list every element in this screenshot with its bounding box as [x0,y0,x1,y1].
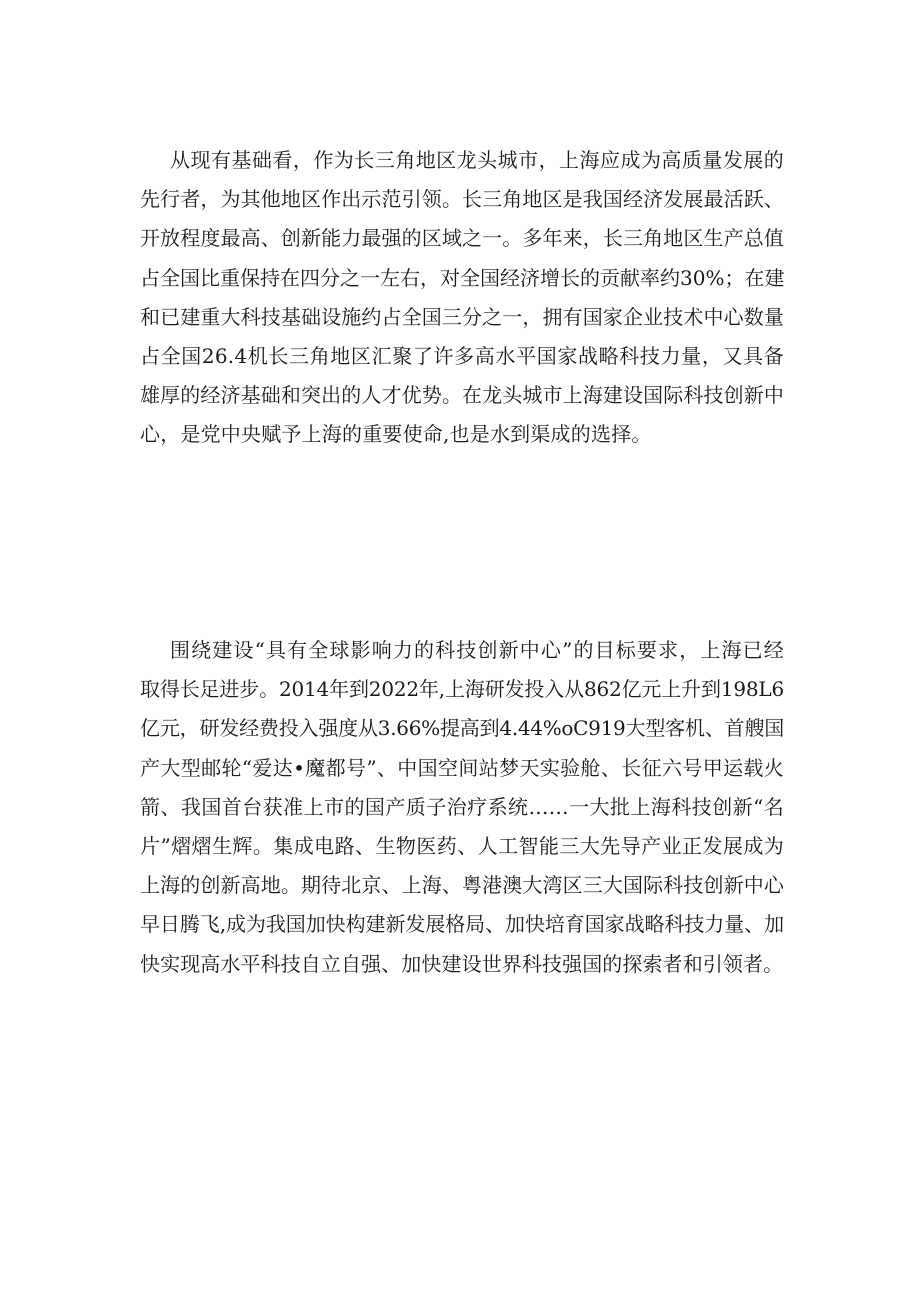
paragraph-2-line-4: 产大型邮轮“爱达•魔都号”、中国空间站梦天实验舱、长征六号甲运载火 [140,755,784,780]
paragraph-2-line-6: 片”熠熠生辉。集成电路、生物医药、人工智能三大先导产业正发展成为 [140,833,784,858]
paragraph-1-line-8: 心，是党中央赋予上海的重要使命,也是水到渠成的选择。 [140,422,652,447]
paragraph-2-line-3: 亿元，研发经费投入强度从3.66%提高到4.44%oC919大型客机、首艘国 [140,716,784,741]
paragraph-2-line-2: 取得长足进步。2014年到2022年,上海研发投入从862亿元上升到198L6 [140,677,784,702]
paragraph-1-line-2: 先行者，为其他地区作出示范引领。长三角地区是我国经济发展最活跃、 [140,187,784,212]
paragraph-1-line-7: 雄厚的经济基础和突出的人才优势。在龙头城市上海建设国际科技创新中 [140,383,784,408]
paragraph-2 [140,631,784,984]
paragraph-1-line-3: 开放程度最高、创新能力最强的区域之一。多年来，长三角地区生产总值 [140,226,784,251]
paragraph-2-line-8: 早日腾飞,成为我国加快构建新发展格局、加快培育国家战略科技力量、加 [140,912,784,937]
paragraph-2-line-1: 围绕建设“具有全球影响力的科技创新中心”的目标要求，上海已经 [170,638,784,662]
paragraph-1-line-5: 和已建重大科技基础设施约占全国三分之一，拥有国家企业技术中心数量 [140,304,784,329]
paragraph-1 [140,141,784,455]
paragraph-2-line-5: 箭、我国首台获准上市的国产质子治疗系统……一大批上海科技创新“名 [140,794,784,819]
paragraph-1-line-1: 从现有基础看，作为长三角地区龙头城市，上海应成为高质量发展的 [170,148,784,172]
paragraph-1-line-4: 占全国比重保持在四分之一左右，对全国经济增长的贡献率约30%；在建 [140,265,785,290]
paragraph-2-line-9: 快实现高水平科技自立自强、加快建设世界科技强国的探索者和引领者。 [140,951,784,976]
paragraph-2-line-7: 上海的创新高地。期待北京、上海、粤港澳大湾区三大国际科技创新中心 [140,873,784,898]
paragraph-1-line-6: 占全国26.4机长三角地区汇聚了许多高水平国家战略科技力量，又具备 [140,343,784,368]
